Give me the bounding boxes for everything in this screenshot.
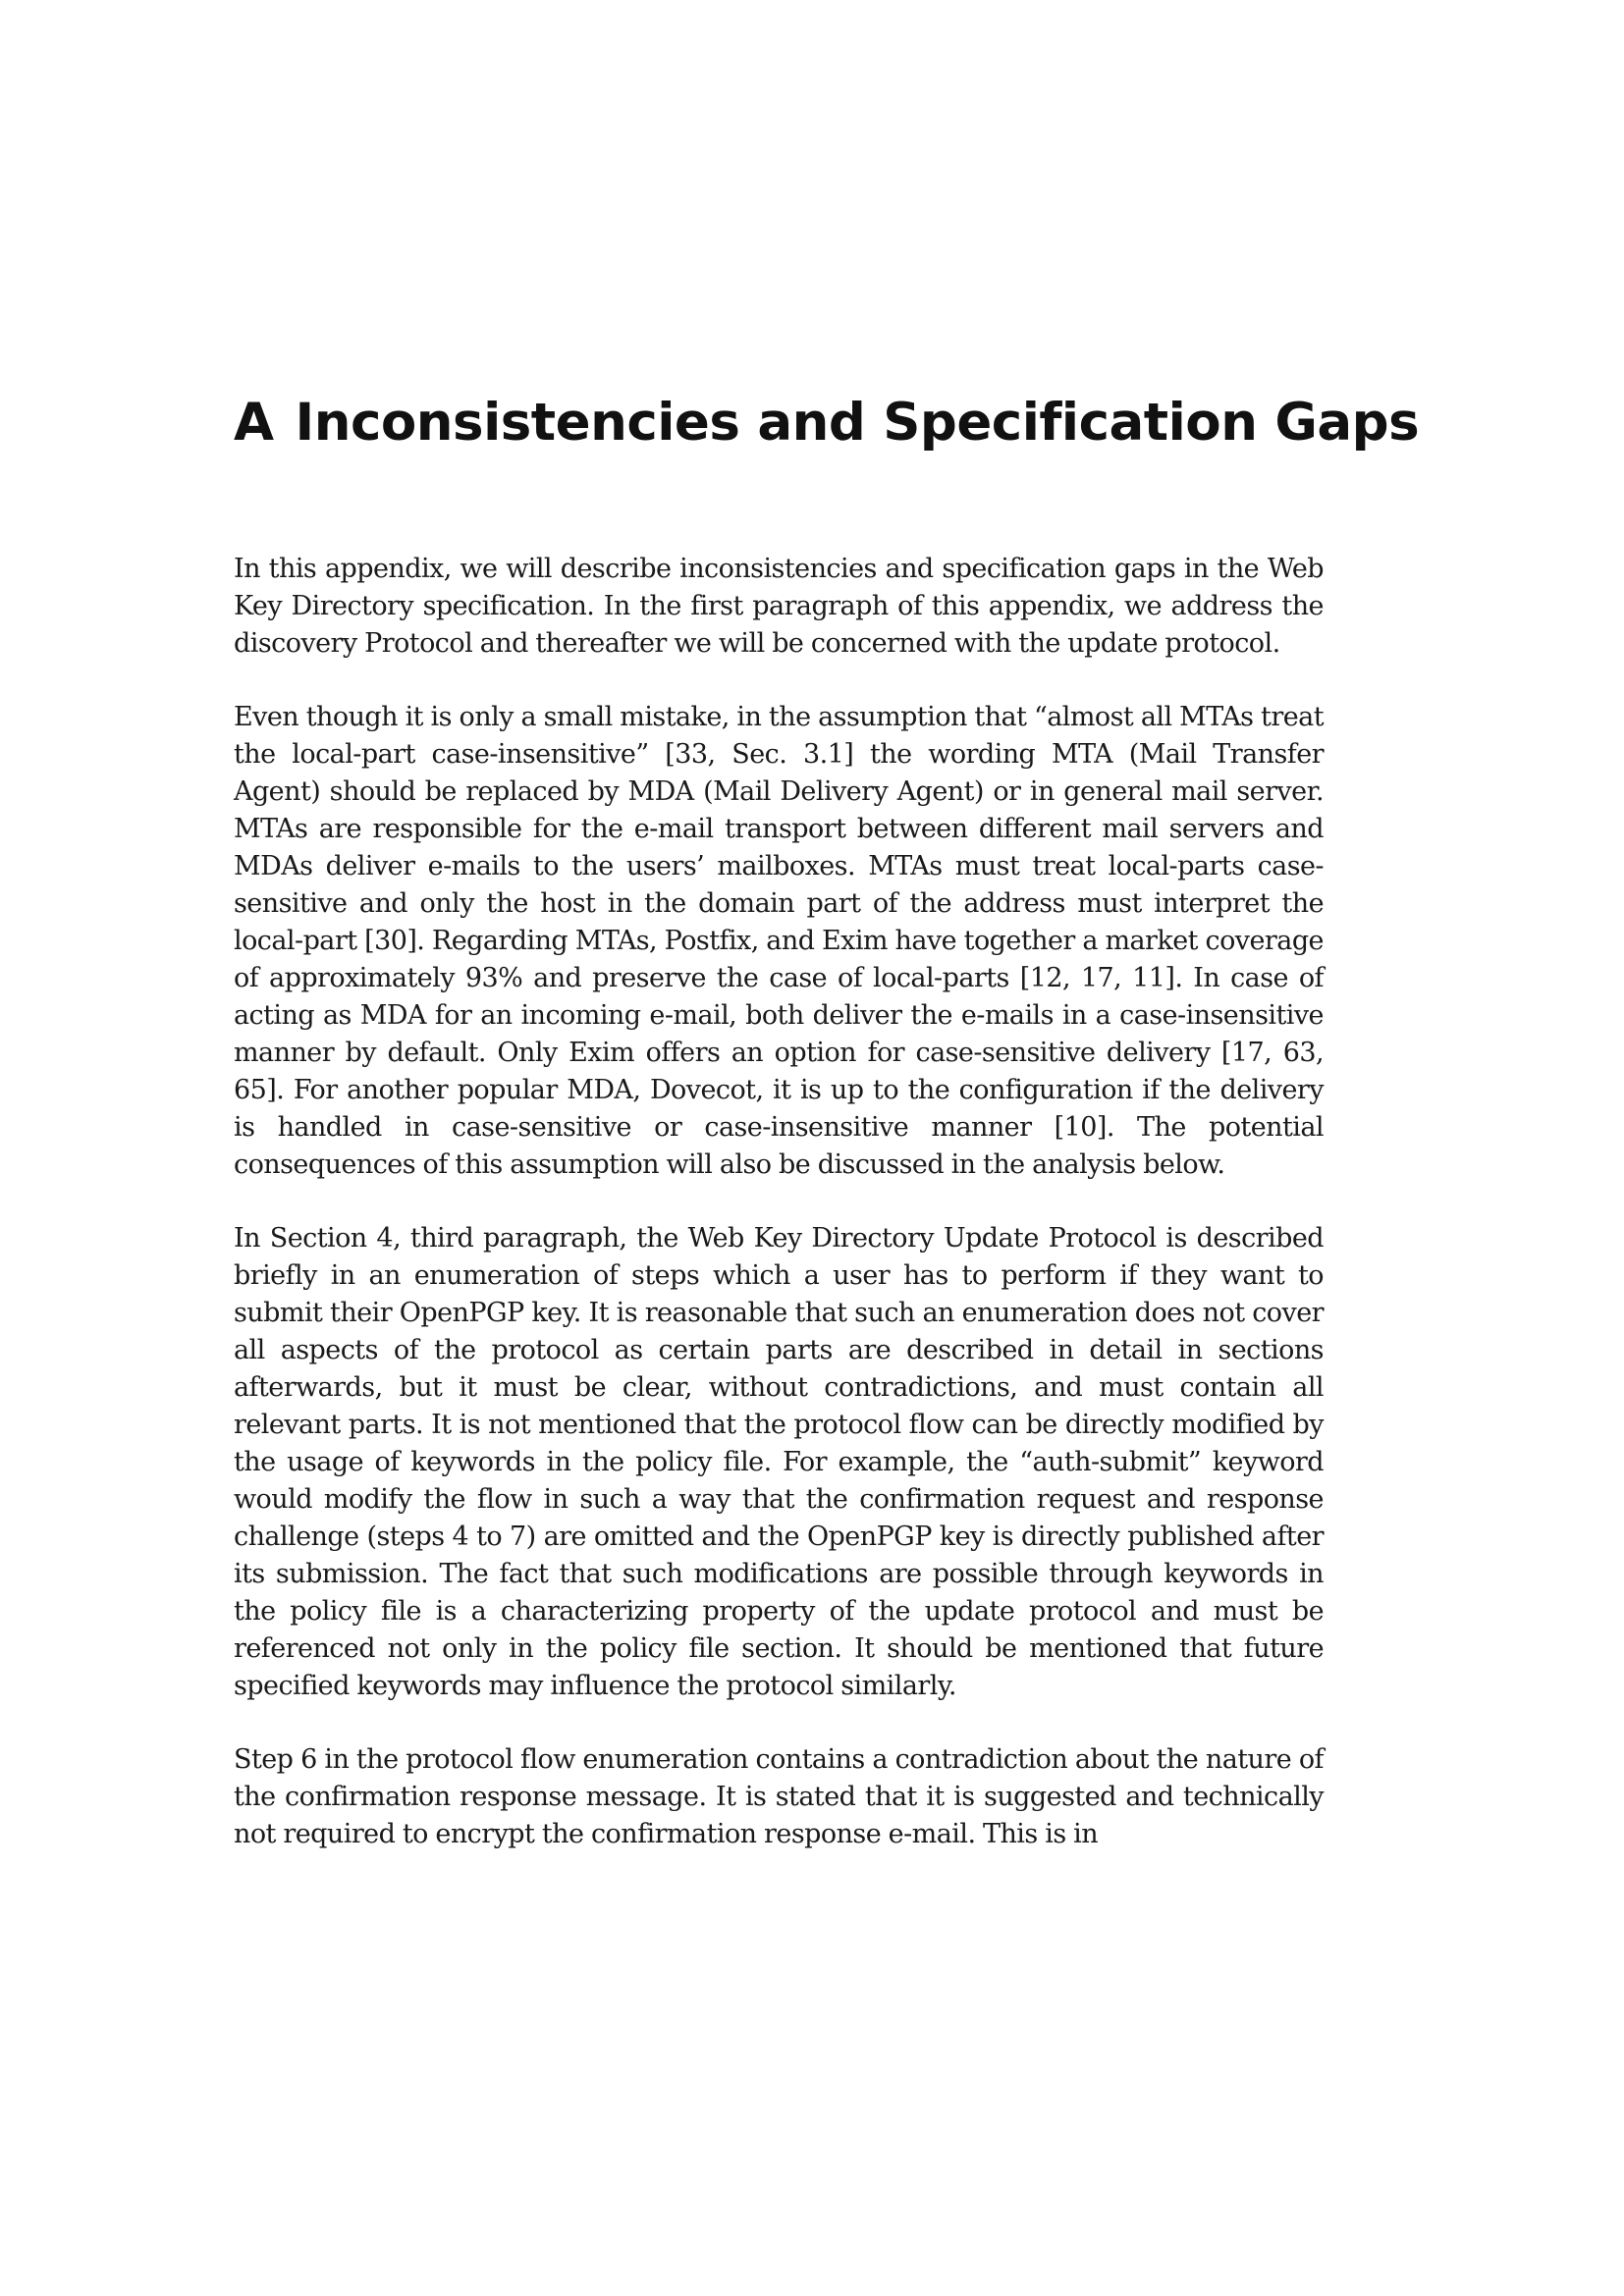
paragraph-intro: In this appendix, we will describe inconsistencies and specification gaps in the Web Key Directory specification. In the first paragraph of this appendix, we address the discovery Protocol and thereafter we will be concerned with the update protocol. <box>234 554 1324 659</box>
section-heading <box>234 389 1420 457</box>
paragraph-update-protocol: In Section 4, third paragraph, the Web Key Directory Update Protocol is described briefly in an enumeration of steps which a user has to perform if they want to submit their OpenPGP key. It is reasonable that such an enumeration does not cover all aspects of the protocol as certain parts are described in detail in sections afterwards, but it must be clear, without contradictions, and must contain all relevant parts. It is not mentioned that the protocol flow can be directly modified by the usage of keywords in the policy file. For example, the “auth-submit” keyword would modify the flow in such a way that the confirmation request and response challenge (steps 4 to 7) are omitted and the OpenPGP key is directly published after its submission. The fact that such modifications are possible through keywords in the policy file is a characterizing property of the update protocol and must be referenced not only in the policy file section. It should be mentioned that future specified keywords may influence the protocol similarly. <box>234 1223 1324 1701</box>
paragraph-step-6: Step 6 in the protocol flow enumeration contains a contradiction about the nature of the confirmation response message. It is stated that it is suggested and technically not required to encrypt the confirmation response e-mail. This is in <box>234 1744 1324 1849</box>
section-title: Inconsistencies and Specification Gaps <box>295 393 1420 453</box>
paragraph-mta-mda: Even though it is only a small mistake, in the assumption that “almost all MTAs treat the local-part case-insensitive” [33, Sec. 3.1] the wording MTA (Mail Transfer Agent) should be replaced by MDA (Mail Delivery Agent) or in general mail server. MTAs are responsible for the e-mail transport between different mail servers and MDAs deliver e-mails to the users’ mailboxes. MTAs must treat local-parts case-sensitive and only the host in the domain part of the address must interpret the local-part [30]. Regarding MTAs, Postfix, and Exim have together a market coverage of approximately 93% and preserve the case of local-parts [12, 17, 11]. In case of acting as MDA for an incoming e-mail, both deliver the e-mails in a case-insensitive manner by default. Only Exim offers an option for case-sensitive delivery [17, 63, 65]. For another popular MDA, Dovecot, it is up to the configuration if the delivery is handled in case-sensitive or case-insensitive manner [10]. The potential consequences of this assumption will also be discussed in the analysis below. <box>234 702 1324 1180</box>
section-number: A <box>234 393 274 453</box>
body-text <box>234 551 1324 1890</box>
